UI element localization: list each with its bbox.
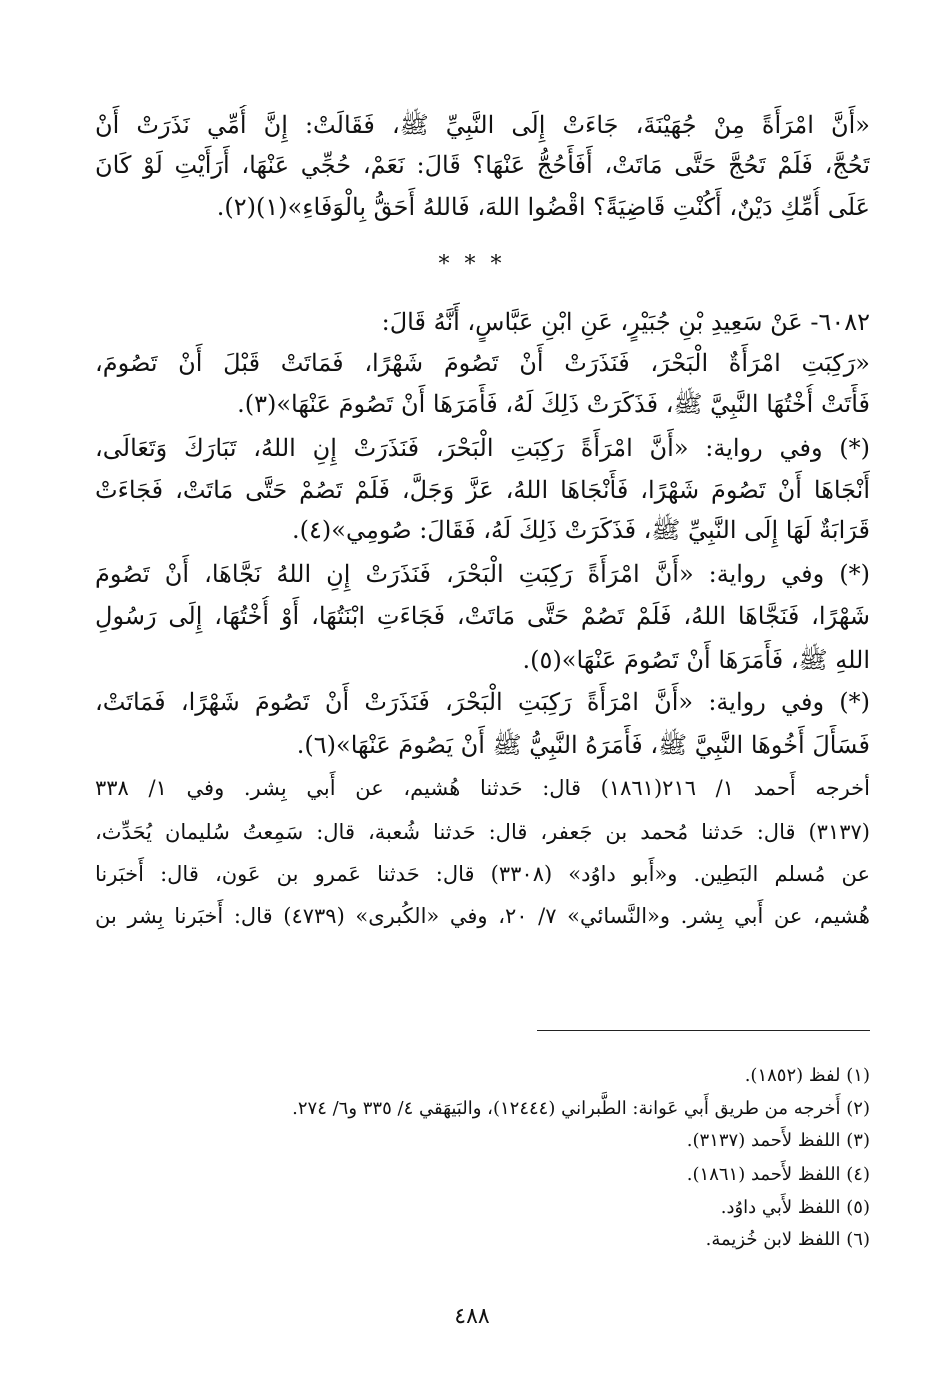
text-line: تَحُجَّ، فَلَمْ تَحُجَّ حَتَّى مَاتَتْ، أَفَأَحُجُّ عَنْهَا؟ قَالَ: نَعَمْ، حُجِّي عَنْهَا، أَرَأَيْتِ لَوْ كَانَ	[95, 151, 870, 179]
footnote: (١) لفظ (١٨٥٢).	[744, 1065, 870, 1086]
text-line: عَلَى أُمِّكِ دَيْنٌ، أَكُنْتِ قَاضِيَةً؟ اقْضُوا اللهَ، فَاللهُ أَحَقُّ بِالْوَفَاءِ»(١)(٢).	[216, 193, 870, 221]
text-line: فَأَتَتْ أُخْتُهَا النَّبِيَّ ﷺ، فَذَكَرَتْ ذَلِكَ لَهُ، فَأَمَرَهَا أَنْ تَصُومَ عَنْهَا»(٣).	[237, 390, 870, 418]
footnote: (٥) اللفظ لأَبي داوُد.	[720, 1197, 870, 1218]
text-line: «أَنَّ امْرَأَةً مِنْ جُهَيْنَةَ، جَاءَتْ إِلَى النَّبِيِّ ﷺ، فَقَالَتْ: إِنَّ أُمِّي نَذَرَتْ أَنْ	[95, 111, 870, 139]
footnote: (٤) اللفظ لأَحمد (١٨٦١).	[686, 1164, 870, 1185]
text-line: (*) وفي رواية: «أَنَّ امْرَأَةً رَكِبَتِ الْبَحْرَ، فَنَذَرَتْ إِنِ اللهُ، تَبَارَكَ وَتَعَالَى،	[95, 434, 870, 462]
footnote: (٣) اللفظ لأَحمد (٣١٣٧).	[686, 1130, 870, 1151]
text-line: (*) وفي رواية: «أَنَّ امْرَأَةً رَكِبَتِ الْبَحْرَ، فَنَذَرَتْ أَنْ تَصُومَ شَهْرًا، فَمَاتَتْ،	[95, 688, 870, 716]
footnote: (٢) أَخرجه من طريق أَبي عَوانة: الطَّبراني (١٢٤٤٤)، والبَيهَقي ٤/ ٣٣٥ و٦/ ٢٧٤.	[292, 1098, 870, 1119]
section-separator: * * *	[438, 252, 506, 277]
hadith-heading: ٦٠٨٢- عَنْ سَعِيدِ بْنِ جُبَيْرٍ، عَنِ ابْنِ عَبَّاسٍ، أَنَّهُ قَالَ:	[381, 308, 870, 336]
text-line: فَسَأَلَ أَخُوهَا النَّبِيَّ ﷺ، فَأَمَرَهُ النَّبِيُّ ﷺ أَنْ يَصُومَ عَنْهَا»(٦).	[296, 731, 870, 759]
text-line: شَهْرًا، فَنَجَّاهَا اللهُ، فَلَمْ تَصُمْ حَتَّى مَاتَتْ، فَجَاءَتِ ابْنَتُهَا، أَوْ أُخْتُهَا، إِلَى رَسُولِ	[95, 602, 870, 630]
text-line: اللهِ ﷺ، فَأَمَرَهَا أَنْ تَصُومَ عَنْهَا»(٥).	[522, 646, 870, 674]
takhrij-line: أخرجه أَحمد ١/ ٢١٦(١٨٦١) قال: حَدثنا هُشيم، عن أَبي بِشر. وفي ١/ ٣٣٨	[95, 776, 870, 800]
footnote-divider	[537, 1030, 870, 1031]
takhrij-line: هُشيم، عن أَبي بِشر. و«النَّسائي» ٧/ ٢٠، وفي «الكُبرى» (٤٧٣٩) قال: أَخبَرنا بِشر بن	[95, 904, 870, 928]
text-line: (*) وفي رواية: «أَنَّ امْرَأَةً رَكِبَتِ الْبَحْرَ، فَنَذَرَتْ إِنِ اللهُ نَجَّاهَا، أَنْ تَصُومَ	[95, 560, 870, 588]
text-line: قَرَابَةٌ لَهَا إِلَى النَّبِيِّ ﷺ، فَذَكَرَتْ ذَلِكَ لَهُ، فَقَالَ: صُومِي»(٤).	[292, 516, 870, 544]
text-line: «رَكِبَتِ امْرَأَةٌ الْبَحْرَ، فَنَذَرَتْ أَنْ تَصُومَ شَهْرًا، فَمَاتَتْ قَبْلَ أَنْ تَصُومَ،	[95, 349, 870, 377]
footnote: (٦) اللفظ لابن خُزيمة.	[705, 1229, 870, 1250]
takhrij-line: عن مُسلم البَطِين. و«أَبو داوُد» (٣٣٠٨) قال: حَدثنا عَمرو بن عَون، قال: أَخبَرنا	[95, 862, 870, 886]
text-line: أَنْجَاهَا أَنْ تَصُومَ شَهْرًا، فَأَنْجَاهَا اللهُ، عَزَّ وَجَلَّ، فَلَمْ تَصُمْ حَتَّى مَاتَتْ، فَجَاءَتْ	[95, 476, 870, 504]
takhrij-line: (٣١٣٧) قال: حَدثنا مُحمد بن جَعفر، قال: حَدثنا شُعبة، قال: سَمِعتُ سُليمان يُحَدِّث،	[95, 820, 870, 844]
page-number: ٤٨٨	[454, 1304, 490, 1329]
